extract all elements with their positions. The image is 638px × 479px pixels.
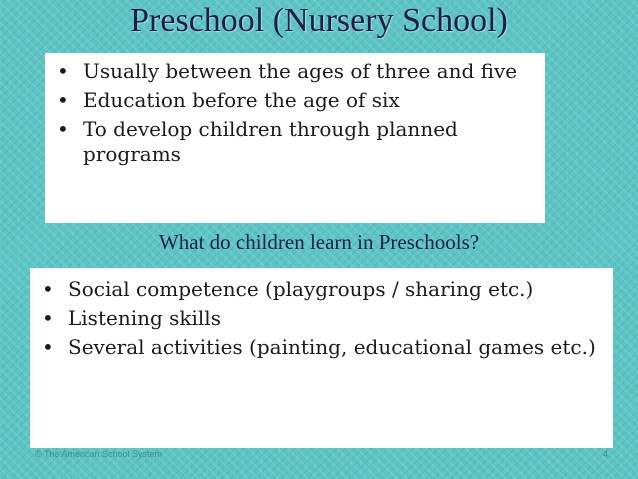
bullet-icon: • bbox=[42, 277, 54, 301]
bullet-icon: • bbox=[42, 306, 54, 330]
list-item-text: Education before the age of six bbox=[83, 88, 400, 112]
list-item bbox=[42, 277, 601, 302]
bullet-icon: • bbox=[57, 88, 69, 112]
bullet-icon: • bbox=[57, 59, 69, 83]
list-item-text: Usually between the ages of three and five bbox=[83, 59, 518, 83]
list-item bbox=[57, 88, 533, 113]
footer-left: © The American School System bbox=[35, 449, 163, 459]
list-item bbox=[57, 59, 533, 84]
top-bullet-box bbox=[45, 53, 545, 223]
list-item-text: Social competence (playgroups / sharing etc.) bbox=[68, 277, 534, 301]
bottom-bullet-list bbox=[30, 268, 613, 360]
list-item bbox=[57, 117, 533, 167]
top-bullet-list bbox=[45, 53, 545, 167]
list-item-text: To develop children through planned programs bbox=[83, 117, 458, 166]
list-item bbox=[42, 335, 601, 360]
bullet-icon: • bbox=[42, 335, 54, 359]
page-number: 4 bbox=[602, 449, 608, 459]
bottom-bullet-box bbox=[30, 268, 613, 448]
list-item bbox=[42, 306, 601, 331]
list-item-text: Listening skills bbox=[68, 306, 221, 330]
slide-title: Preschool (Nursery School) bbox=[130, 2, 508, 39]
bullet-icon: • bbox=[57, 117, 69, 141]
list-item-text: Several activities (painting, educational games etc.) bbox=[68, 335, 596, 359]
subheading: What do children learn in Preschools? bbox=[158, 230, 480, 254]
